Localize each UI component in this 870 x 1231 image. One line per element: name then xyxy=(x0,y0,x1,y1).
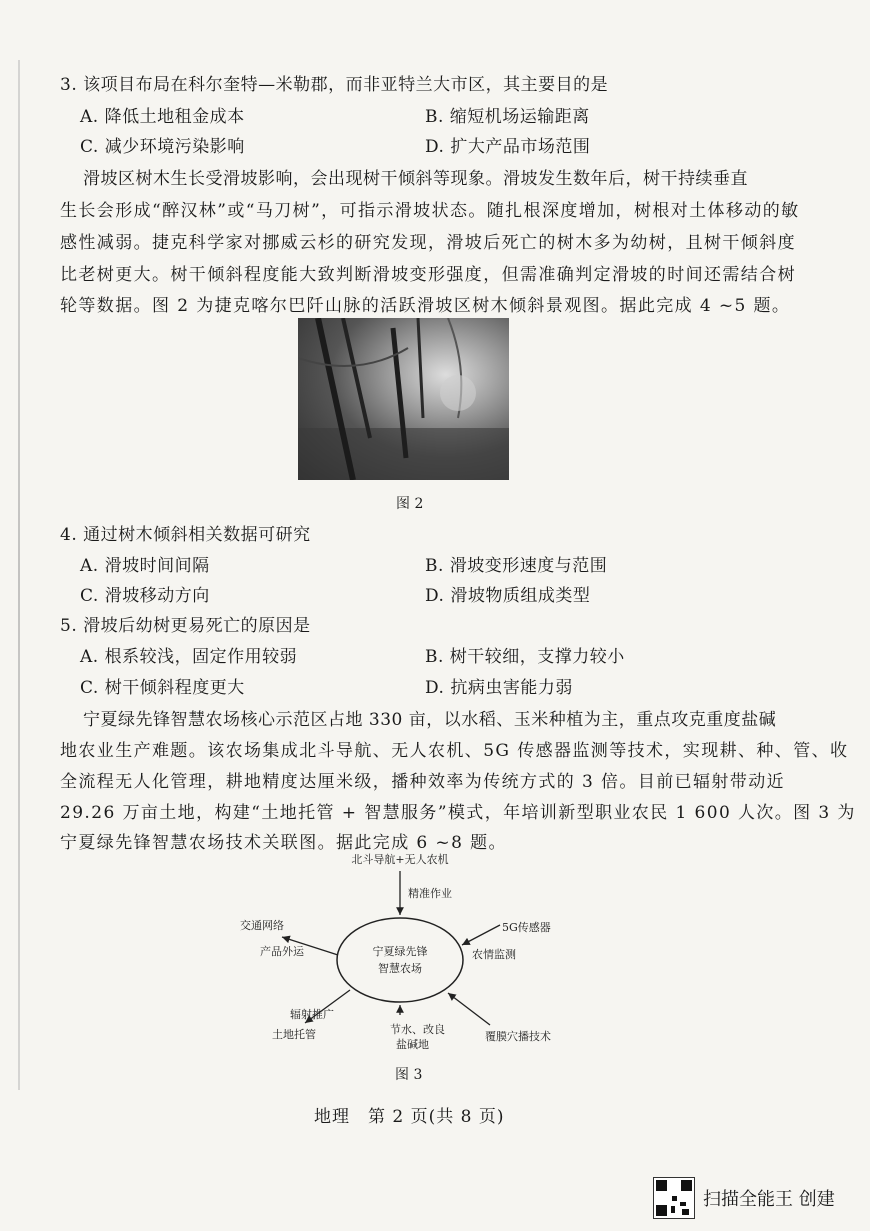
center-ellipse xyxy=(337,918,463,1002)
figure-3-diagram xyxy=(200,845,620,1060)
passage2-line-2: 地农业生产难题。该农场集成北斗导航、无人农机、5G 传感器监测等技术，实现耕、种、管、收 xyxy=(60,741,849,761)
question-3-stem: 3. 该项目布局在科尔奎特—米勒郡，而非亚特兰大市区，其主要目的是 xyxy=(60,75,609,95)
bottom-right-source: 覆膜穴播技术 xyxy=(485,1030,551,1043)
question-3-option-a: A. 降低土地租金成本 xyxy=(80,107,245,127)
top-source: 北斗导航+无人农机 xyxy=(351,853,449,866)
passage1-line-2: 生长会形成“醉汉林”或“马刀树”，可指示滑坡状态。随扎根深度增加，树根对土体移动的敏 xyxy=(60,201,800,221)
question-4-stem: 4. 通过树木倾斜相关数据可研究 xyxy=(60,525,311,545)
right-source: 5G传感器 xyxy=(502,921,551,934)
question-5-option-c: C. 树干倾斜程度更大 xyxy=(80,678,245,698)
passage1-line-3: 感性减弱。捷克科学家对挪威云杉的研究发现，滑坡后死亡的树木多为幼树，且树干倾斜度 xyxy=(60,233,796,253)
passage1-line-5: 轮等数据。图 2 为捷克喀尔巴阡山脉的活跃滑坡区树木倾斜景观图。据此完成 4 ~5 题。 xyxy=(60,296,791,316)
figure-2-caption: 图 2 xyxy=(396,496,424,512)
arrow-bottom-right xyxy=(448,993,490,1025)
passage1-line-1: 滑坡区树木生长受滑坡影响，会出现树干倾斜等现象。滑坡发生数年后，树干持续垂直 xyxy=(83,169,748,189)
top-label: 精准作业 xyxy=(408,887,452,900)
question-4-option-a: A. 滑坡时间间隔 xyxy=(80,556,210,576)
question-3-option-d: D. 扩大产品市场范围 xyxy=(425,137,591,157)
left-label: 产品外运 xyxy=(260,945,304,958)
bottom-label-1: 节水、改良 xyxy=(390,1023,445,1036)
figure-2-landslide-tree-photo xyxy=(298,318,509,480)
arrow-right xyxy=(462,925,500,945)
qr-code-icon xyxy=(653,1177,695,1219)
figure-3-caption: 图 3 xyxy=(395,1067,423,1083)
center-label-2: 智慧农场 xyxy=(378,962,422,975)
passage2-line-1: 宁夏绿先锋智慧农场核心示范区占地 330 亩，以水稻、玉米种植为主，重点攻克重度盐碱 xyxy=(83,710,777,730)
bottom-left-label: 辐射推广 xyxy=(290,1008,334,1021)
question-5-option-d: D. 抗病虫害能力弱 xyxy=(425,678,573,698)
passage2-line-4: 29.26 万亩土地，构建“土地托管 + 智慧服务”模式，年培训新型职业农民 1 600 人次。图 3 为 xyxy=(60,803,856,823)
left-source: 交通网络 xyxy=(240,919,284,932)
center-label-1: 宁夏绿先锋 xyxy=(372,945,428,958)
question-5-option-a: A. 根系较浅，固定作用较弱 xyxy=(80,647,298,667)
question-5-option-b: B. 树干较细，支撑力较小 xyxy=(425,647,625,667)
question-4-option-b: B. 滑坡变形速度与范围 xyxy=(425,556,608,576)
passage1-line-4: 比老树更大。树干倾斜程度能大致判断滑坡变形强度，但需准确判定滑坡的时间还需结合树 xyxy=(60,265,796,285)
watermark-text: 扫描全能王 创建 xyxy=(703,1189,835,1210)
question-5-stem: 5. 滑坡后幼树更易死亡的原因是 xyxy=(60,616,311,636)
bottom-label-2: 盐碱地 xyxy=(396,1038,429,1051)
bottom-left-source: 土地托管 xyxy=(272,1028,316,1041)
question-4-option-c: C. 滑坡移动方向 xyxy=(80,586,210,606)
left-spacer xyxy=(332,929,340,947)
question-4-option-d: D. 滑坡物质组成类型 xyxy=(425,586,591,606)
page-footer: 地理 第 2 页(共 8 页) xyxy=(314,1107,505,1127)
scanner-watermark xyxy=(653,1178,835,1218)
question-3-option-b: B. 缩短机场运输距离 xyxy=(425,107,590,127)
passage2-line-5: 宁夏绿先锋智慧农场技术关联图。据此完成 6 ~8 题。 xyxy=(60,833,507,853)
question-3-option-c: C. 减少环境污染影响 xyxy=(80,137,245,157)
page-edge-shadow xyxy=(18,60,20,1090)
right-label: 农情监测 xyxy=(472,948,516,961)
passage2-line-3: 全流程无人化管理，耕地精度达厘米级，播种效率为传统方式的 3 倍。目前已辐射带动近 xyxy=(60,772,786,792)
